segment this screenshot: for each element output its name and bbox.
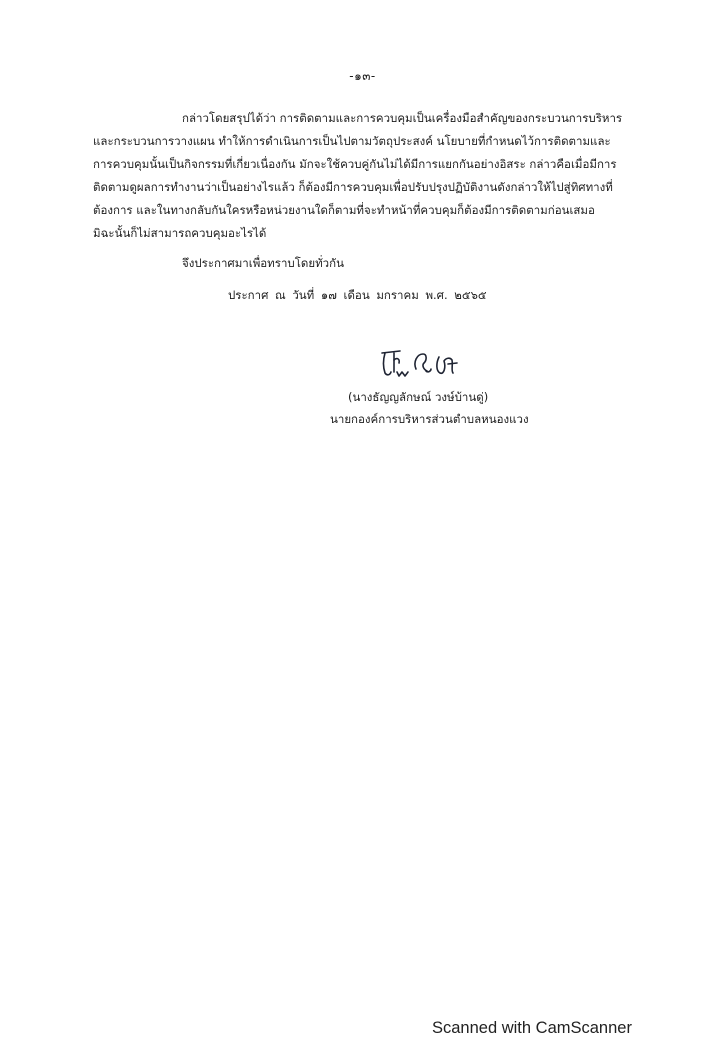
body-line: และกระบวนการวางแผน ทำให้การดำเนินการเป็นไปตามวัตถุประสงค์ นโยบายที่กำหนดไว้การติดตามและ <box>93 134 611 148</box>
body-line: ติดตามดูผลการทำงานว่าเป็นอย่างไรแล้ว ก็ต้องมีการควบคุมเพื่อปรับปรุงปฏิบัติงานดังกล่าวให้ไปสู่ทิศทางที่ <box>93 180 613 194</box>
date-line: ประกาศ ณ วันที่ ๑๗ เดือน มกราคม พ.ศ. ๒๕๖๕ <box>228 288 487 302</box>
body-line: กล่าวโดยสรุปได้ว่า การติดตามและการควบคุมเป็นเครื่องมือสำคัญของกระบวนการบริหาร <box>182 111 623 125</box>
body-paragraph <box>93 107 663 245</box>
signer-name: (นางธัญญลักษณ์ วงษ์บ้านดู่) <box>348 390 489 404</box>
camscanner-watermark: Scanned with CamScanner <box>432 1019 632 1037</box>
body-line: ต้องการ และในทางกลับกันใครหรือหน่วยงานใดก็ตามที่จะทำหน้าที่ควบคุมก็ต้องมีการติดตามก่อนเสมอ <box>93 203 595 217</box>
page-number: -๑๓- <box>349 69 376 83</box>
body-line: มิฉะนั้นก็ไม่สามารถควบคุมอะไรได้ <box>93 226 267 240</box>
scan-footer-area <box>0 970 725 1060</box>
signer-title: นายกองค์การบริหารส่วนตำบลหนองแวง <box>330 412 529 426</box>
body-line: การควบคุมนั้นเป็นกิจกรรมที่เกี่ยวเนื่องกัน มักจะใช้ควบคู่กันไม่ได้มีการแยกกันอย่างอิสระ กล่าวคือเมื่อมีการ <box>93 157 617 171</box>
signature-icon <box>378 345 470 385</box>
announcement-line: จึงประกาศมาเพื่อทราบโดยทั่วกัน <box>182 256 344 270</box>
